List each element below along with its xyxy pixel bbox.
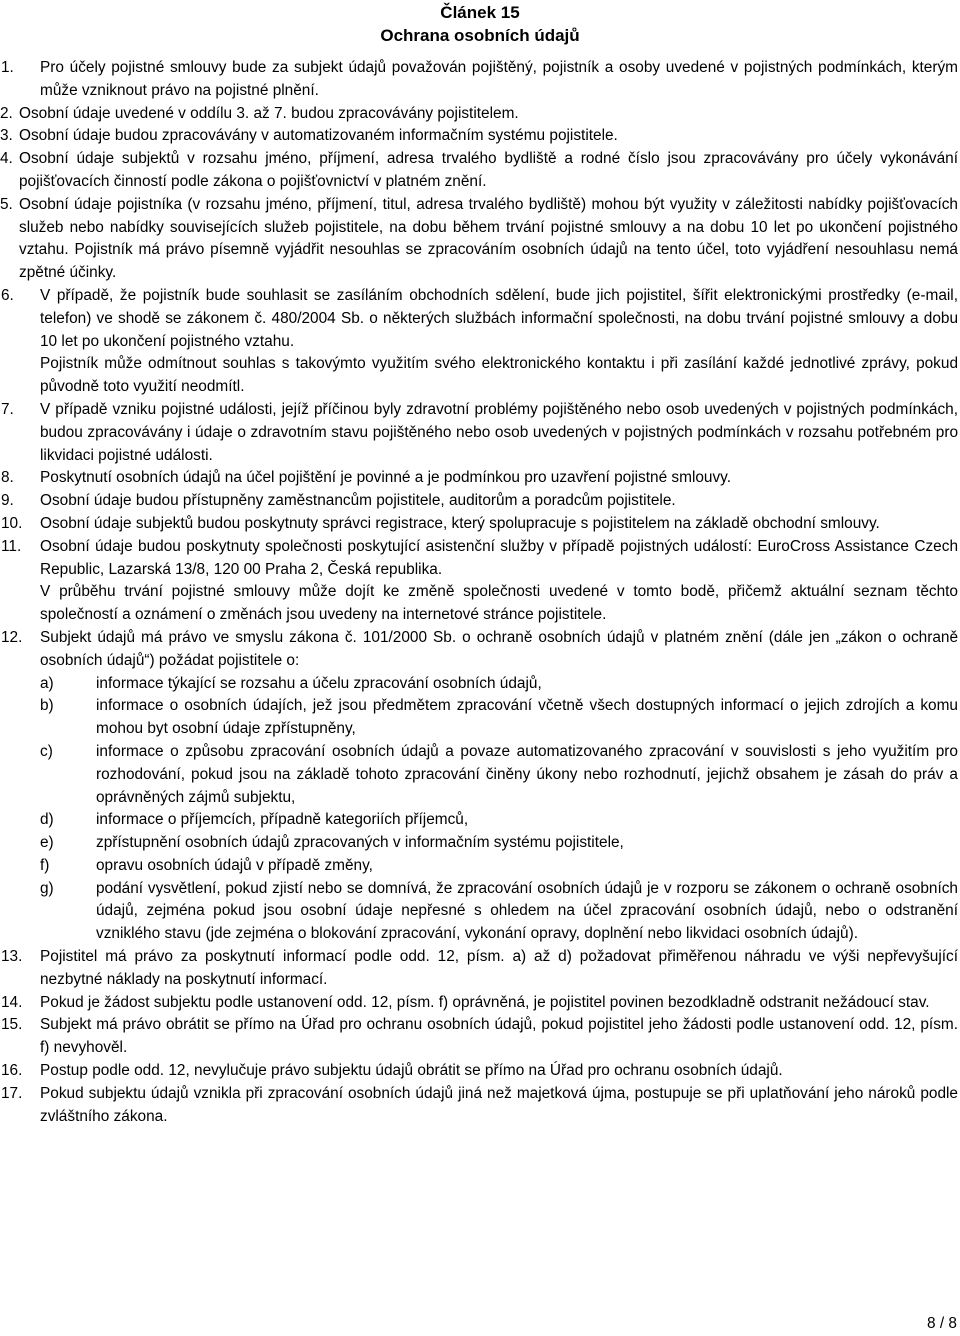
clause-number: 5. — [0, 195, 13, 213]
clause-text: Subjekt údajů má právo ve smyslu zákona č. 101/2000 Sb. o ochraně osobních údajů v platném znění (dále jen „zákon o ochraně osobních údajů“) požádat pojistitele o: — [40, 628, 958, 669]
clause-text: Osobní údaje budou přístupněny zaměstnancům pojistitele, auditorům a poradcům pojistitele. — [40, 492, 676, 510]
clause-item — [0, 148, 958, 194]
clause-body — [19, 125, 958, 148]
clause-body — [40, 490, 958, 513]
clause-body — [19, 148, 958, 194]
clause-text: Poskytnutí osobních údajů na účel pojištění je povinné a je podmínkou pro uzavření pojistné smlouvy. — [40, 469, 731, 487]
sub-clause-text: informace o způsobu zpracování osobních údajů a povaze automatizovaného zpracování v souvislosti s jeho využitím pro rozhodování, pokud jsou na základě tohoto zpracování činěny úkony nebo rozhodnutí, jejichž obsahem je zásah do práv a oprávněných zájmů subjektu, — [96, 742, 958, 806]
clause-item — [0, 627, 958, 946]
clause-text: Osobní údaje pojistníka (v rozsahu jméno, příjmení, titul, adresa trvalého bydliště) mohou být využity v záležitosti nabídky pojišťovacích služeb nebo nabídky souvisejících služeb pojistitele, na dobu během trvání pojistné smlouvy a na dobu 10 let po ukončení pojistného vztahu. Pojistník má právo písemně vyjádřit nesouhlas se zpracováním osobních údajů na tento účel, toto vyjádření nesouhlasu nemá zpětné účinky. — [19, 195, 958, 282]
clause-number: 12. — [1, 628, 23, 646]
sub-clause — [40, 695, 958, 741]
clause-item — [0, 1083, 958, 1129]
sub-clause — [40, 832, 958, 855]
clause-item — [0, 1060, 958, 1083]
clause-body — [40, 399, 958, 467]
clause-item — [0, 57, 958, 103]
sub-clause-label: f) — [40, 856, 50, 874]
clause-body — [19, 103, 958, 126]
clause-body — [40, 57, 958, 103]
clause-number: 16. — [1, 1062, 23, 1080]
clause-text: Osobní údaje budou poskytnuty společnosti poskytující asistenční služby v případě pojistných událostí: EuroCross Assistance Czech Republic, Lazarská 13/8, 120 00 Praha 2, Česká republika. — [40, 537, 958, 578]
clause-number: 3. — [0, 127, 13, 145]
clause-text: Osobní údaje uvedené v oddílu 3. až 7. budou zpracovávány pojistitelem. — [19, 104, 519, 122]
clause-number: 14. — [1, 993, 23, 1011]
sub-clause — [40, 878, 958, 946]
clause-body — [40, 946, 958, 992]
clause-body — [40, 536, 958, 627]
clause-item — [0, 103, 958, 126]
clause-text-continued: Pojistník může odmítnout souhlas s takovýmto využitím svého elektronického kontaktu i při zasílání každé jednotlivé zprávy, pokud původně toto využití neodmítl. — [40, 355, 958, 396]
clause-text: Osobní údaje subjektů v rozsahu jméno, příjmení, adresa trvalého bydliště a rodné číslo jsou zpracovávány pro účely vykonávání pojišťovacích činností podle zákona o pojišťovnictví v platném znění. — [19, 150, 958, 190]
clause-number: 2. — [0, 104, 13, 122]
clause-text: V případě, že pojistník bude souhlasit se zasíláním obchodních sdělení, bude jich pojistitel, šířit elektronickými prostředky (e-mail, telefon) ve shodě se zákonem č. 480/2004 Sb. o některých službách informační společnosti, na dobu trvání pojistné smlouvy a dobu 10 let po ukončení pojistného vztahu. — [40, 286, 958, 350]
clause-item — [0, 467, 958, 490]
clause-body — [40, 1014, 958, 1060]
clause-item — [0, 946, 958, 992]
clause-text: Pojistitel má právo za poskytnutí informací podle odd. 12, písm. a) až d) požadovat přiměřenou náhradu ve výši nepřevyšující nezbytné náklady na poskytnutí informací. — [40, 948, 958, 988]
clause-number: 15. — [1, 1016, 23, 1034]
clause-item — [0, 490, 958, 513]
clause-text: Pokud je žádost subjektu podle ustanovení odd. 12, písm. f) oprávněná, je pojistitel povinen bezodkladně odstranit nežádoucí stav. — [40, 993, 930, 1011]
clause-text: Subjekt má právo obrátit se přímo na Úřad pro ochranu osobních údajů, pokud pojistitel jeho žádosti podle ustanovení odd. 12, písm. f) nevyhověl. — [40, 1016, 958, 1057]
sub-clause — [40, 673, 958, 696]
clause-number: 10. — [1, 514, 23, 532]
clause-body — [40, 627, 958, 946]
sub-clause-text: informace o osobních údajích, jež jsou předmětem zpracování včetně všech dostupných informací o jejich zdrojích a komu mohou byt osobní údaje zpřístupněny, — [96, 697, 958, 738]
sub-clause — [40, 855, 958, 878]
clause-item — [0, 285, 958, 399]
clause-item — [0, 194, 958, 285]
clause-body — [40, 467, 958, 490]
article-heading — [0, 0, 960, 47]
clause-item — [0, 536, 958, 627]
clause-text: Pro účely pojistné smlouvy bude za subjekt údajů považován pojištěný, pojistník a osoby uvedené v pojistných podmínkách, kterým může vzniknout právo na pojistné plnění. — [40, 59, 958, 99]
clause-number: 1. — [1, 59, 14, 76]
sub-clause-text: opravu osobních údajů v případě změny, — [96, 856, 373, 874]
clause-body — [40, 1060, 958, 1083]
clause-number: 4. — [0, 150, 13, 168]
clause-item — [0, 399, 958, 467]
clause-text: Postup podle odd. 12, nevylučuje právo subjektu údajů obrátit se přímo na Úřad pro ochranu osobních údajů. — [40, 1062, 783, 1080]
clause-number: 9. — [1, 492, 14, 510]
clause-body — [40, 1083, 958, 1129]
sub-clause-label: c) — [40, 742, 53, 760]
clause-number: 13. — [1, 948, 23, 966]
clause-text: V případě vzniku pojistné události, jejíž příčinou byly zdravotní problémy pojištěného nebo osob uvedených v pojistných podmínkách, budou zpracovávány i údaje o zdravotním stavu pojištěného nebo osob uvedených v pojistných podmínkách v rozsahu potřebném pro likvidaci pojistné události. — [40, 400, 958, 464]
sub-clause-label: g) — [40, 879, 54, 897]
sub-clause — [40, 809, 958, 832]
sub-clause-text: informace o příjemcích, případně kategoriích příjemců, — [96, 811, 469, 829]
clause-number: 6. — [1, 286, 14, 304]
clause-number: 11. — [1, 537, 22, 555]
clause-number: 8. — [1, 469, 14, 487]
clause-item — [0, 513, 958, 536]
sub-clause-label: b) — [40, 697, 54, 715]
clause-body — [40, 285, 958, 399]
clause-text: Osobní údaje budou zpracovávány v automatizovaném informačním systému pojistitele. — [19, 127, 618, 145]
sub-clause-text: podání vysvětlení, pokud zjistí nebo se domnívá, že zpracování osobních údajů je v rozporu se zákonem o ochraně osobních údajů, zejména pokud jsou osobní údaje nepřesné s ohledem na účel zpracování osobních údajů, nebo o odstranění vzniklého stavu (jde zejména o blokování zpracování, vykonání opravy, doplnění nebo likvidaci osobních údajů). — [96, 879, 958, 943]
sub-clause-label: e) — [40, 834, 54, 852]
clause-text: Pokud subjektu údajů vznikla při zpracování osobních údajů jiná než majetková újma, postupuje se při uplatňování jeho nároků podle zvláštního zákona. — [40, 1084, 958, 1125]
clause-body — [40, 992, 958, 1015]
page-number: 8 / 8 — [927, 1315, 957, 1332]
sub-clause-label: d) — [40, 811, 54, 829]
sub-clause — [40, 741, 958, 809]
clause-item — [0, 125, 958, 148]
clause-text: Osobní údaje subjektů budou poskytnuty správci registrace, který spolupracuje s pojistitelem na základě obchodní smlouvy. — [40, 514, 880, 532]
sub-clause-text: informace týkající se rozsahu a účelu zpracování osobních údajů, — [96, 674, 542, 692]
clause-item — [0, 992, 958, 1015]
clause-number: 7. — [1, 400, 14, 418]
sub-clause-text: zpřístupnění osobních údajů zpracovaných v informačním systému pojistitele, — [96, 834, 624, 852]
clause-text-continued: V průběhu trvání pojistné smlouvy může dojít ke změně společnosti uvedené v tomto bodě, přičemž aktuální seznam těchto společností a oznámení o změnách jsou uvedeny na internetové stránce pojistitele. — [40, 583, 958, 624]
clause-list — [0, 57, 958, 1128]
clause-number: 17. — [1, 1084, 23, 1102]
sub-clause-label: a) — [40, 674, 54, 692]
clause-body — [40, 513, 958, 536]
clause-item — [0, 1014, 958, 1060]
clause-body — [19, 194, 958, 285]
article-title: Ochrana osobních údajů — [380, 25, 580, 45]
article-number: Článek 15 — [440, 3, 520, 22]
